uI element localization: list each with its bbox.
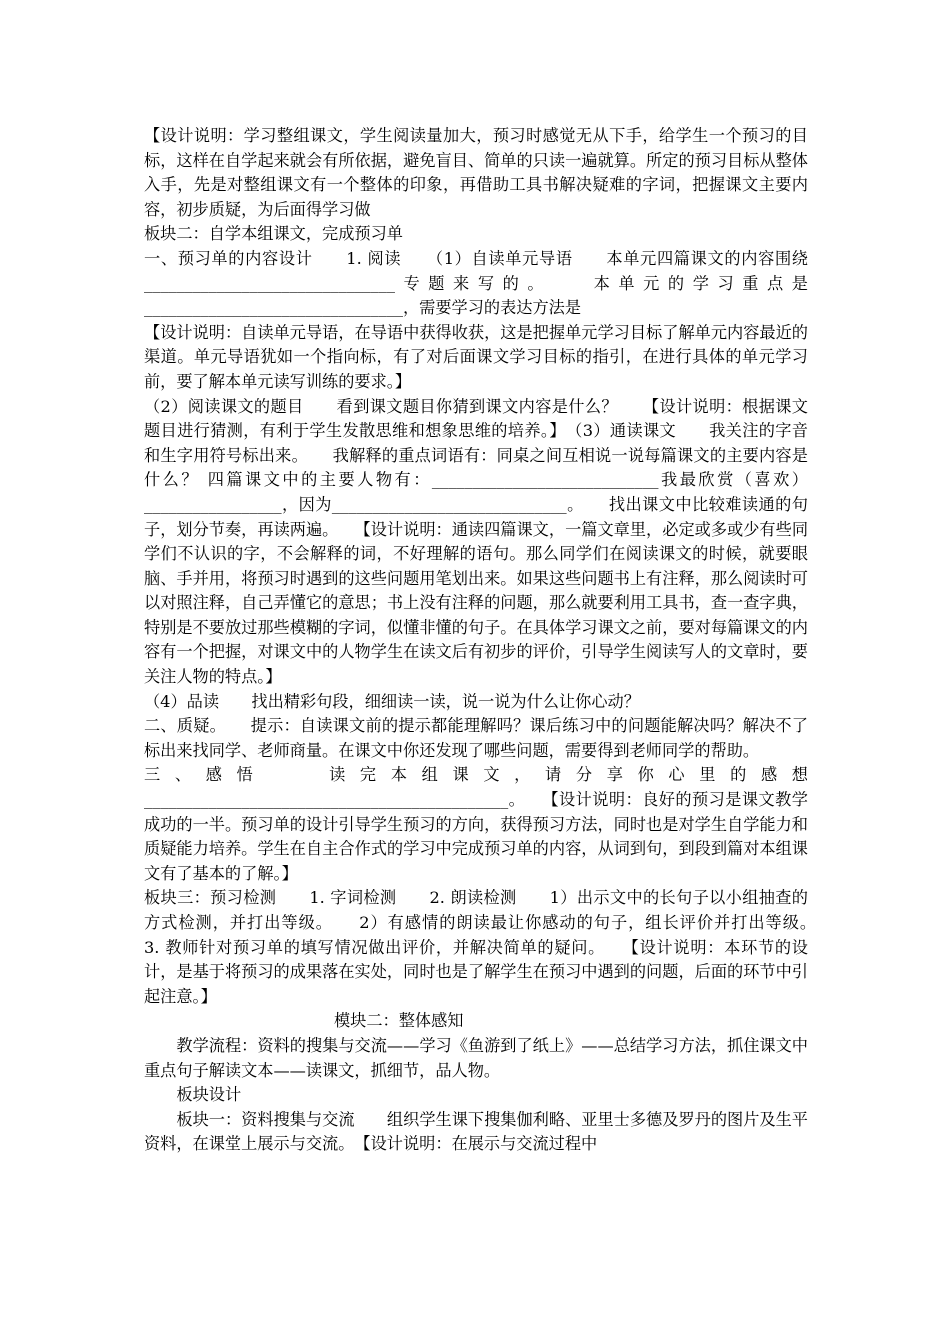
- design-note-paragraph: 【设计说明：自读单元导语，在导语中获得收获，这是把握单元学习目标了解单元内容最近的渠道。单元导语犹如一个指向标，有了对后面课文学习目标的指引，在进行具体的单元学习前，要了解本单元读写训练的要求。】: [144, 322, 808, 391]
- teaching-flow-paragraph: 教学流程：资料的搜集与交流——学习《鱼游到了纸上》——总结学习方法，抓住课文中重点句子解读文本——读课文，抓细节，品人物。: [144, 1035, 808, 1080]
- check-paragraph: 板块三：预习检测 1. 字词检测 2. 朗读检测 1）出示文中的长句子以小组抽查的方式检测，并打出等级。 2）有感情的朗读最让你感动的句子，组长评价并打出等级。 3. 教师针对预习单的填写情况做出评价，并解决简单的疑问。 【设计说明：本环节的设计，是基于将预习的成果落在实处，同时也是了解学生在预习中遇到的问题，后面的环节中引起注意。】: [144, 888, 841, 1006]
- preview-sheet-paragraph: 一、预习单的内容设计 1. 阅读 （1）自读单元导语 本单元四篇课文的内容围绕_______________________________专题来写的。 本单元的学习重点是________________________________，需要学习的表达方法是: [144, 248, 808, 318]
- question-paragraph: 二、质疑。 提示：自读课文前的提示都能理解吗？课后练习中的问题能解决吗？解决不了标出来找同学、老师商量。在课文中你还发现了哪些问题，需要得到老师同学的帮助。: [144, 716, 808, 760]
- reading-paragraph: （2）阅读课文的题目 看到课文题目你猜到课文内容是什么？ 【设计说明：根据课文题目进行猜测，有利于学生发散思维和想象思维的培养。】 （3）通读课文 我关注的字音和生字用符号标出来。 我解释的重点词语有：同桌之间互相说一说每篇课文的主要内容是什么？ 四篇课文中的主要人物有：____________________________我最欣赏（喜欢）_________________，因为_____________________________。 找出课文中比较难读通的句子，划分节奏，再读两遍。 【设计说明：通读四篇课文，一篇文章里，必定或多或少有些同学们不认识的字，不会解释的词，不好理解的语句。那么同学们在阅读课文的时候，就要眼脑、手并用，将预习时遇到的这些问题用笔划出来。如果这些问题书上有注释，那么阅读时可以对照注释，自己弄懂它的意思；书上没有注释的问题，那么就要利用工具书，查一查字典，特别是不要放过那些模糊的字词，似懂非懂的句子。在具体学习课文之前，要对每篇课文的内容有一个把握，对课文中的人物学生在读文后有初步的评价，引导学生阅读写人的文章时，要关注人物的特点。】: [144, 396, 808, 687]
- section-heading: 板块二：自学本组课文，完成预习单: [144, 224, 403, 244]
- block-one-paragraph: 板块一：资料搜集与交流 组织学生课下搜集伽利略、亚里士多德及罗丹的图片及生平资料，在课堂上展示与交流。 【设计说明：在展示与交流过程中: [144, 1109, 808, 1154]
- module-title: 模块二：整体感知: [334, 1011, 464, 1031]
- appreciation-paragraph: （4）品读 找出精彩句段，细细读一读，说一说为什么让你心动？: [144, 691, 640, 711]
- reflection-paragraph: 三、感悟 读完本组课文，请分享你心里的感想_____________________________________________。 【设计说明：良好的预习是课文教学成功的一半。预习单的设计引导学生预习的方向，获得预习方法，同时也是对学生自学能力和质疑能力培养。学生在自主合作式的学习中完成预习单的内容，从词到句，到段到篇对本组课文有了基本的了解。】: [144, 765, 808, 883]
- design-heading: 板块设计: [176, 1085, 242, 1105]
- document-page: [144, 124, 841, 1157]
- design-note-paragraph: 【设计说明：学习整组课文，学生阅读量加大，预习时感觉无从下手，给学生一个预习的目标，这样在自学起来就会有所依据，避免盲目、简单的只读一遍就算。所定的预习目标从整体入手，先是对整组课文有一个整体的印象，再借助工具书解决疑难的字词，把握课文主要内容，初步质疑，为后面得学习做: [144, 126, 808, 219]
